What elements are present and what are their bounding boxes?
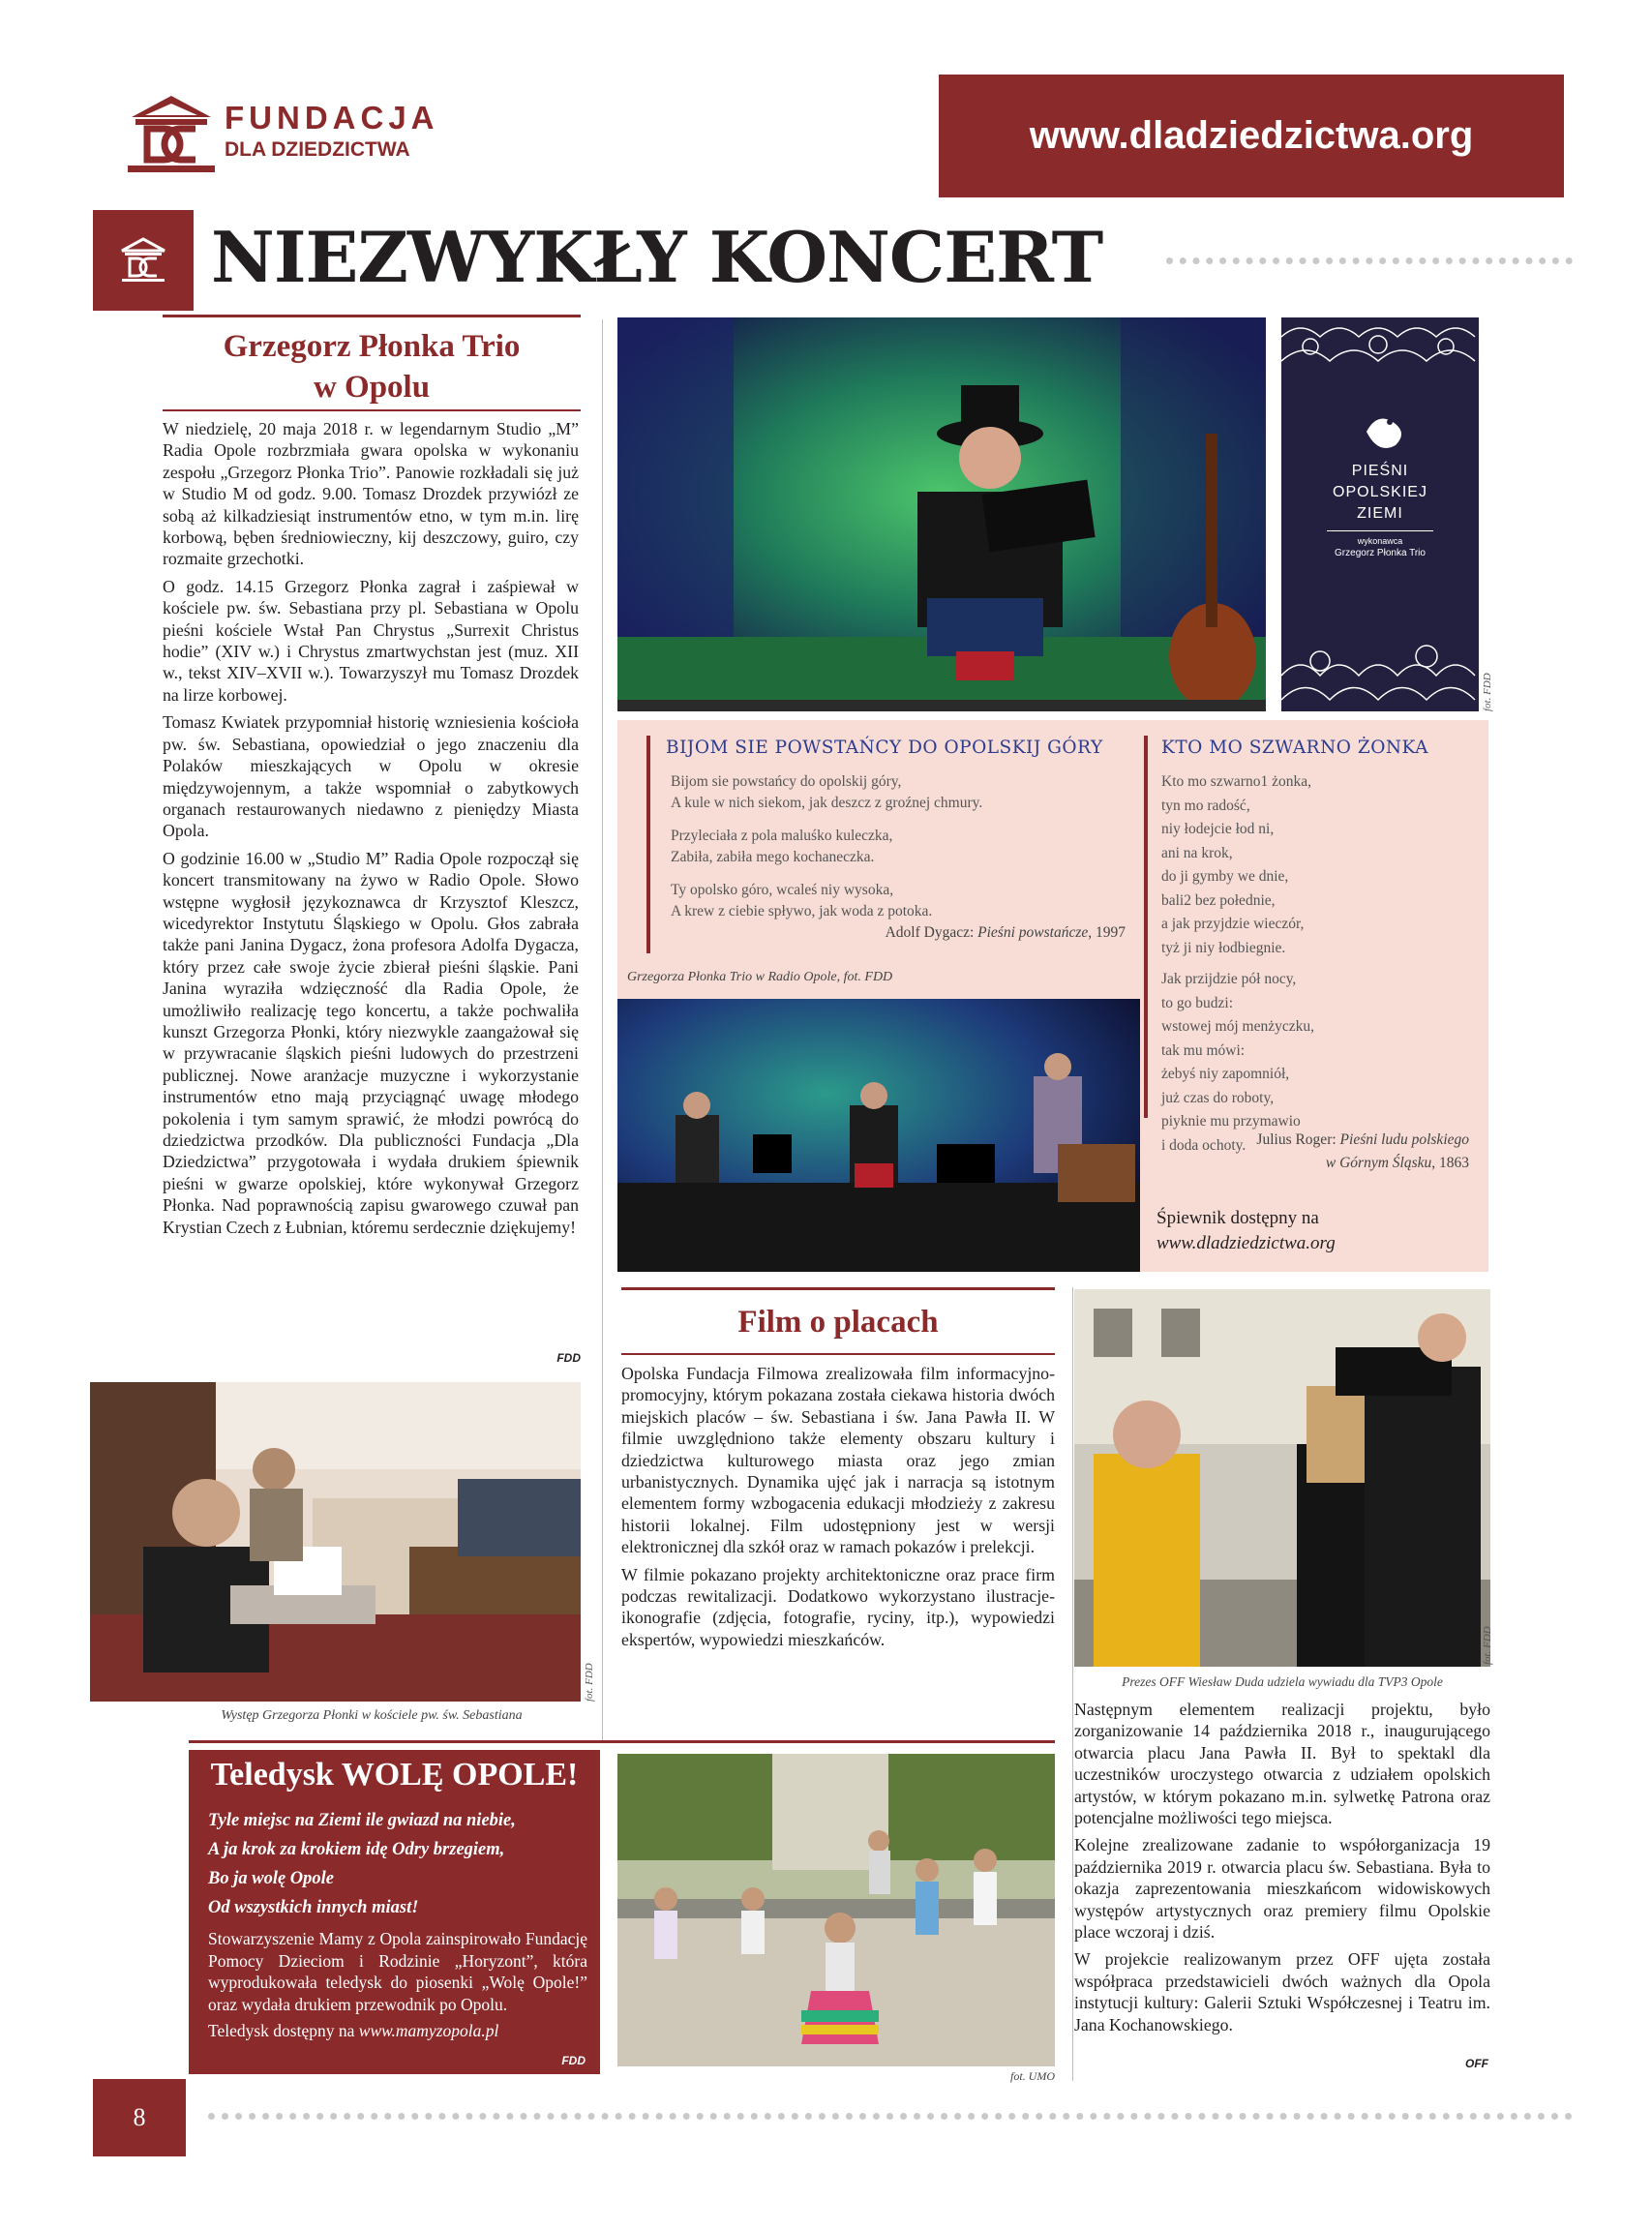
- cover-line2: OPOLSKIEJ: [1333, 484, 1427, 500]
- song2-line: bali2 bez połednie,: [1161, 891, 1276, 909]
- song2-line: tyn mo radość,: [1161, 797, 1250, 814]
- film-body: [621, 1363, 1055, 1656]
- church-photo-credit: fot. FDD: [584, 1663, 595, 1702]
- page-number: 8: [133, 2103, 146, 2131]
- song2-line: żebyś niy zapomniół,: [1161, 1066, 1290, 1082]
- interview-photo: [1074, 1289, 1490, 1667]
- interview-photo-credit: fot. FDD: [1482, 1626, 1493, 1665]
- article-paragraph-2: O godz. 14.15 Grzegorz Płonka zagrał i zaśpiewał w kościele pw. św. Sebastiana przy pl. Sebastiana w Opolu pieśni kościele Wstał Pan Chrystus „Surrexit Christus hodie” (XIV w.) i Chrystus zmartwychstan jest (muz. XII w., tekst XIV–XVII w.). Towarzyszył mu Tomasz Drozdek na lirze korbowej.: [163, 576, 579, 705]
- song1-line: A krew z ciebie spływo, jak woda z potoka.: [671, 903, 933, 919]
- church-photo-caption: Występ Grzegorza Płonki w kościele pw. św. Sebastiana: [221, 1708, 523, 1723]
- teledysk-lyric-line: A ja krok za krokiem idę Odry brzegiem,: [208, 1840, 505, 1859]
- article-heading: [163, 326, 581, 407]
- building-logo-icon: [126, 92, 218, 179]
- children-photo-credit: fot. UMO: [1010, 2069, 1055, 2083]
- song2-line: i doda ochoty.: [1161, 1136, 1247, 1154]
- article-heading-rule: [163, 409, 581, 411]
- song2-source-title2: w Górnym Śląsku: [1325, 1155, 1432, 1171]
- song2-line: niy łodejcie łod ni,: [1161, 821, 1275, 837]
- song2-line: a jak przyjdzie wieczór,: [1161, 916, 1305, 932]
- church-photo: [90, 1382, 581, 1702]
- singer-photo: [617, 317, 1266, 711]
- title-icon-box: [93, 210, 194, 311]
- children-photo: [617, 1754, 1055, 2066]
- article-paragraph-4: O godzinie 16.00 w „Studio M” Radia Opole rozpoczął się koncert transmitowany na żywo w Radio Opole. Słowo wstępne wygłosił językoznawca dr Krzysztof Kleszcz, wicedyrektor Instytutu Śląskiego w Opolu. Głos zabrała także pani Janina Dygacz, żona profesora Adolfa Dygacza, który przez całe swoje życie zbierał pieśni śląskie. Pani Janina wyraziła wdzięczność dla Radia Opole, że umożliwiło realizację tego koncertu, a także pochwaliła kunszt Grzegorza Płonki, który niezwykle zaangażował się w przywracanie śląskich pieśni ludowych do przestrzeni publicznej. Nowe aranżacje muzyczne i wykorzystanie instrumentów etno mają przyciągnąć uwagę młodego pokolenia i tym samym sprawić, że młodzi powrócą do dziedzictwa przodków. Dla publiczności Fundacja „Dla Dziedzictwa” przygotowała i wydała drukiem śpiewnik pieśni w gwarze opolskiej, które wykonywał Grzegorz Płonka. Nad poprawnością zapisu gwarowego czuwał pan Krystian Czech z Łubnian, któremu serdecznie dziękujemy!: [163, 848, 579, 1237]
- page-title: NIEZWYKŁY KONCERT: [211, 216, 1103, 298]
- song1-line: Bijom sie powstańcy do opolskij góry,: [671, 773, 902, 790]
- song2-source-title: Pieśni ludu polskiego: [1339, 1131, 1469, 1148]
- song2-accent-bar: [1144, 736, 1148, 1118]
- song2-line: to go budzi:: [1161, 994, 1234, 1011]
- song2-line: do ji gymby we dnie,: [1161, 868, 1289, 885]
- song2-source: [1161, 1129, 1469, 1175]
- song2-line: piyknie mu przymawio: [1161, 1113, 1301, 1130]
- song1-line: A kule w nich siekom, jak deszcz z groźnej chmury.: [671, 795, 983, 811]
- song2-source-author: Julius Roger:: [1256, 1131, 1340, 1148]
- song1-source-year: , 1997: [1088, 924, 1126, 941]
- teledysk-link-prefix: Teledysk dostępny na: [208, 2021, 359, 2040]
- songbook-cover: [1281, 317, 1479, 711]
- song1-source-title: Pieśni powstańcze: [977, 924, 1089, 941]
- song2-line: tak mu mówi:: [1161, 1041, 1246, 1059]
- article-signature: FDD: [556, 1351, 581, 1365]
- teledysk-lyrics: [208, 1806, 586, 1922]
- film-signature: OFF: [1465, 2057, 1488, 2070]
- website-link[interactable]: www.dladziedzictwa.org: [1029, 114, 1474, 157]
- teledysk-lyric-line: Bo ja wolę Opole: [208, 1869, 335, 1888]
- building-icon: [93, 210, 194, 311]
- title-dotted-line: [1166, 257, 1573, 264]
- film-heading: Film o placach: [737, 1305, 939, 1340]
- column-divider-2: [1072, 1287, 1073, 2081]
- song1-line: Ty opolsko góro, wcaleś niy wysoka,: [671, 882, 894, 898]
- teledysk-signature: FDD: [561, 2054, 586, 2067]
- song2-line: już czas do roboty,: [1161, 1089, 1275, 1106]
- radio-studio-photo: [617, 999, 1140, 1272]
- article-paragraph-1: W niedzielę, 20 maja 2018 r. w legendarnym Studio „M” Radia Opole rozbrzmiała gwara opolska w wykonaniu zespołu „Grzegorz Płonka Trio”. Panowie rozkładali się już w Studio M od godz. 9.00. Tomasz Drozdek przywiózł ze sobą aż kilkadziesiąt instrumentów etno, w tym m.in. lirę korbową, bęben średniowieczny, kij deszczowy, guiro, czy rozmaite grzechotki.: [163, 419, 579, 569]
- song1-source-author: Adolf Dygacz:: [885, 924, 978, 941]
- song2-lyrics: [1161, 770, 1481, 1169]
- article-heading-line2: w Opolu: [313, 370, 431, 405]
- interview-photo-caption: Prezes OFF Wiesław Duda udziela wywiadu dla TVP3 Opole: [1122, 1674, 1443, 1689]
- song2-source-year: , 1863: [1431, 1155, 1469, 1171]
- teledysk-lyric-line: Tyle miejsc na Ziemi ile gwiazd na niebie,: [208, 1811, 516, 1830]
- radio-photo-caption: Grzegorza Płonka Trio w Radio Opole, fot. FDD: [627, 970, 893, 984]
- article-top-rule: [163, 315, 581, 317]
- teledysk-body: [208, 1928, 587, 2047]
- song1-title: BIJOM SIE POWSTAŃCY DO OPOLSKIJ GÓRY: [666, 738, 1103, 758]
- song2-line: Jak przijdzie pół nocy,: [1161, 971, 1297, 987]
- song1-lyrics: [671, 771, 1135, 934]
- cover-line3: ZIEMI: [1357, 505, 1403, 522]
- songbook-link[interactable]: www.dladziedzictwa.org: [1156, 1233, 1336, 1253]
- footer-dotted-line: [208, 2113, 1573, 2120]
- song2-line: wstowej mój menżyczku,: [1161, 1018, 1314, 1035]
- singer-photo-credit: fot. FDD: [1482, 673, 1493, 711]
- cover-line1: PIEŚNI: [1351, 463, 1409, 479]
- cover-rule: [1327, 530, 1433, 531]
- song1-accent-bar: [646, 736, 650, 953]
- film-heading-rule: [621, 1353, 1055, 1355]
- column-divider: [602, 319, 603, 1742]
- film-cont-paragraph-3: W projekcie realizowanym przez OFF ujęta została współpraca przedstawicieli dwóch ważnych dla Opola instytucji kultury: Galerii Sztuki Współczesnej i Teatru im. Jana Kochanowskiego.: [1074, 1949, 1490, 2034]
- article-paragraph-3: Tomasz Kwiatek przypomniał historię wzniesienia kościoła pw. św. Sebastiana, opowiedział o jego znaczeniu dla Polaków mieszkających w Opolu w okresie międzywojennym, a także wspomniał o zabytkowych organach restaurowanych niedawno z pieniędzy Miasta Opola.: [163, 712, 579, 841]
- song2-line: tyż ji niy łodbiegnie.: [1161, 939, 1286, 956]
- logo-line1: FUNDACJA: [225, 100, 439, 136]
- song2-line: ani na krok,: [1161, 844, 1233, 861]
- film-paragraph-2: W filmie pokazano projekty architektoniczne oraz prace firm podczas rewitalizacji. Dodatkowo wykorzystano ilustracje-ikonografie (zdjęcia, fotografie, ryciny, itp.), wypowiedzi ekspertów, wypowiedzi mieszkańców.: [621, 1564, 1055, 1649]
- cover-line5: Grzegorz Płonka Trio: [1335, 548, 1426, 558]
- teledysk-top-rule: [189, 1740, 1055, 1743]
- teledysk-lyric-line: Od wszystkich innych miast!: [208, 1898, 419, 1917]
- cover-line4: wykonawca: [1357, 536, 1403, 546]
- song1-source: [774, 924, 1126, 942]
- film-continued: [1074, 1699, 1490, 2041]
- logo-line2: DLA DZIEDZICTWA: [225, 138, 410, 161]
- songbook-notice-line1: Śpiewnik dostępny na: [1156, 1208, 1319, 1228]
- teledysk-link[interactable]: www.mamyzopola.pl: [358, 2021, 499, 2040]
- teledysk-title: Teledysk WOLĘ OPOLE!: [210, 1757, 579, 1793]
- song2-line: Kto mo szwarno1 żonka,: [1161, 773, 1311, 790]
- songbook-notice: [1156, 1206, 1336, 1256]
- article-heading-line1: Grzegorz Płonka Trio: [223, 329, 521, 364]
- teledysk-paragraph: Stowarzyszenie Mamy z Opola zainspirowało Fundację Pomocy Dzieciom i Rodzinie „Horyzont”, która wyprodukowała teledysk do piosenki „Wolę Opole!” oraz wydała drukiem przewodnik po Opolu.: [208, 1929, 587, 2014]
- article-body: [163, 418, 579, 1244]
- song2-title: KTO MO SZWARNO ŻONKA: [1161, 738, 1428, 758]
- film-top-rule: [621, 1287, 1055, 1290]
- song1-line: Zabiła, zabiła mego kochaneczka.: [671, 849, 875, 865]
- film-paragraph-1: Opolska Fundacja Filmowa zrealizowała film informacyjno-promocyjny, którym pokazana została ciekawa historia dwóch miejskich placów – św. Sebastiana i św. Jana Pawła II. W filmie uwzględniono także elementy obszaru kultury i dziedzictwa kulturowego miasta oraz jego zmian urbanistycznych. Dynamika ujęć jak i narracja są istotnym elementem formy wzbogacenia edukacji młodzieży z zakresu historii lokalnej. Film udostępniony jest w wersji elektronicznej dla szkół oraz w ramach pokazów i prelekcji.: [621, 1364, 1055, 1557]
- film-cont-paragraph-2: Kolejne zrealizowane zadanie to współorganizacja 19 października 2019 r. otwarcia placu św. Sebastiana. Była to okazja zaprezentowania mieszkańcom widowiskowych występów artystycznych oraz premiery filmu Opolskie place wczoraj i dziś.: [1074, 1835, 1490, 1943]
- song1-line: Przyleciała z pola maluśko kuleczka,: [671, 828, 893, 844]
- film-cont-paragraph-1: Następnym elementem realizacji projektu, było zorganizowanie 14 października 2018 r., inaugurującego otwarcia placu Jana Pawła II. Był to spektakl dla uczestników uroczystego otwarcia z udziałem opolskich artystów, w którym pokazano m.in. sylwetkę Patrona oraz potencjalne możliwości tego miejsca.: [1074, 1700, 1490, 1828]
